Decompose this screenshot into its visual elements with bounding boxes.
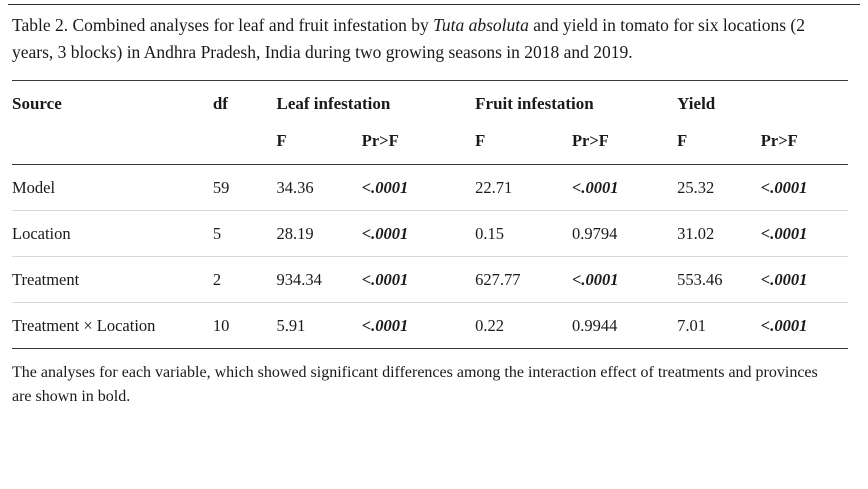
col-subheader-fruit-p: Pr>F (571, 131, 609, 151)
table-caption-text-before: Combined analyses for leaf and fruit infestation by (68, 15, 434, 35)
col-header-fruit-infestation: Fruit infestation (475, 94, 594, 114)
row-df: 59 (213, 165, 259, 211)
row-yield-p: <.0001 (761, 257, 848, 303)
row-source: Treatment × Location (12, 316, 156, 336)
table-caption-text-after: and yield in tomato for six locations (2 years, 3 blocks) in Andhra Pradesh, India during two growing seasons in 2018 and 2019. (12, 15, 805, 63)
row-source: Location (12, 211, 213, 257)
row-fruit-f: 0.15 (475, 211, 572, 257)
table-row (12, 257, 848, 303)
table-row (12, 211, 848, 257)
table-bottom-rule (12, 348, 848, 349)
row-leaf-f: 934.34 (258, 257, 361, 303)
top-divider (8, 4, 860, 5)
row-df: 10 (212, 316, 230, 336)
col-header-yield: Yield (677, 94, 716, 114)
table-row (12, 303, 848, 349)
row-df: 2 (213, 257, 259, 303)
row-yield-f: 553.46 (677, 257, 761, 303)
table-caption (12, 0, 848, 66)
row-source: Model (12, 165, 213, 211)
row-yield-f: 25.32 (677, 165, 761, 211)
col-subheader-leaf-f: F (276, 131, 287, 151)
table-header-subcolumns (12, 125, 848, 164)
row-fruit-p: <.0001 (572, 165, 677, 211)
row-yield-p: <.0001 (760, 316, 808, 336)
row-leaf-p: <.0001 (362, 211, 475, 257)
row-fruit-p: 0.9944 (571, 316, 618, 336)
row-leaf-p: <.0001 (362, 257, 475, 303)
row-yield-p: <.0001 (761, 211, 848, 257)
row-yield-f: 31.02 (677, 211, 761, 257)
row-leaf-p: <.0001 (362, 165, 475, 211)
row-leaf-p: <.0001 (361, 316, 409, 336)
table-caption-label: Table 2. (12, 15, 69, 35)
table-header-groups (12, 81, 848, 125)
row-df: 5 (213, 211, 259, 257)
row-fruit-f: 0.22 (475, 316, 505, 336)
table-footnote: The analyses for each variable, which showed significant differences among the interaction effect of treatments and provinces are shown in bold. (12, 364, 818, 406)
col-subheader-blank-source (12, 125, 213, 164)
col-subheader-yield-p: Pr>F (760, 131, 798, 151)
row-fruit-p: 0.9794 (572, 211, 677, 257)
col-subheader-fruit-f: F (475, 131, 486, 151)
col-subheader-leaf-p: Pr>F (361, 131, 399, 151)
table-caption-species: Tuta absoluta (433, 15, 529, 35)
row-fruit-p: <.0001 (572, 257, 677, 303)
row-leaf-f: 5.91 (276, 316, 306, 336)
row-yield-p: <.0001 (761, 165, 848, 211)
col-header-df: df (212, 94, 228, 114)
table-row (12, 165, 848, 211)
row-leaf-f: 34.36 (258, 165, 361, 211)
row-leaf-f: 28.19 (258, 211, 361, 257)
col-subheader-blank-df (213, 125, 259, 164)
col-subheader-yield-f: F (677, 131, 688, 151)
combined-analyses-table (12, 80, 848, 349)
col-header-leaf-infestation: Leaf infestation (276, 94, 391, 114)
row-fruit-f: 627.77 (475, 257, 572, 303)
row-source: Treatment (12, 257, 213, 303)
row-yield-f: 7.01 (677, 316, 707, 336)
row-fruit-f: 22.71 (475, 165, 572, 211)
col-header-source: Source (12, 94, 62, 114)
